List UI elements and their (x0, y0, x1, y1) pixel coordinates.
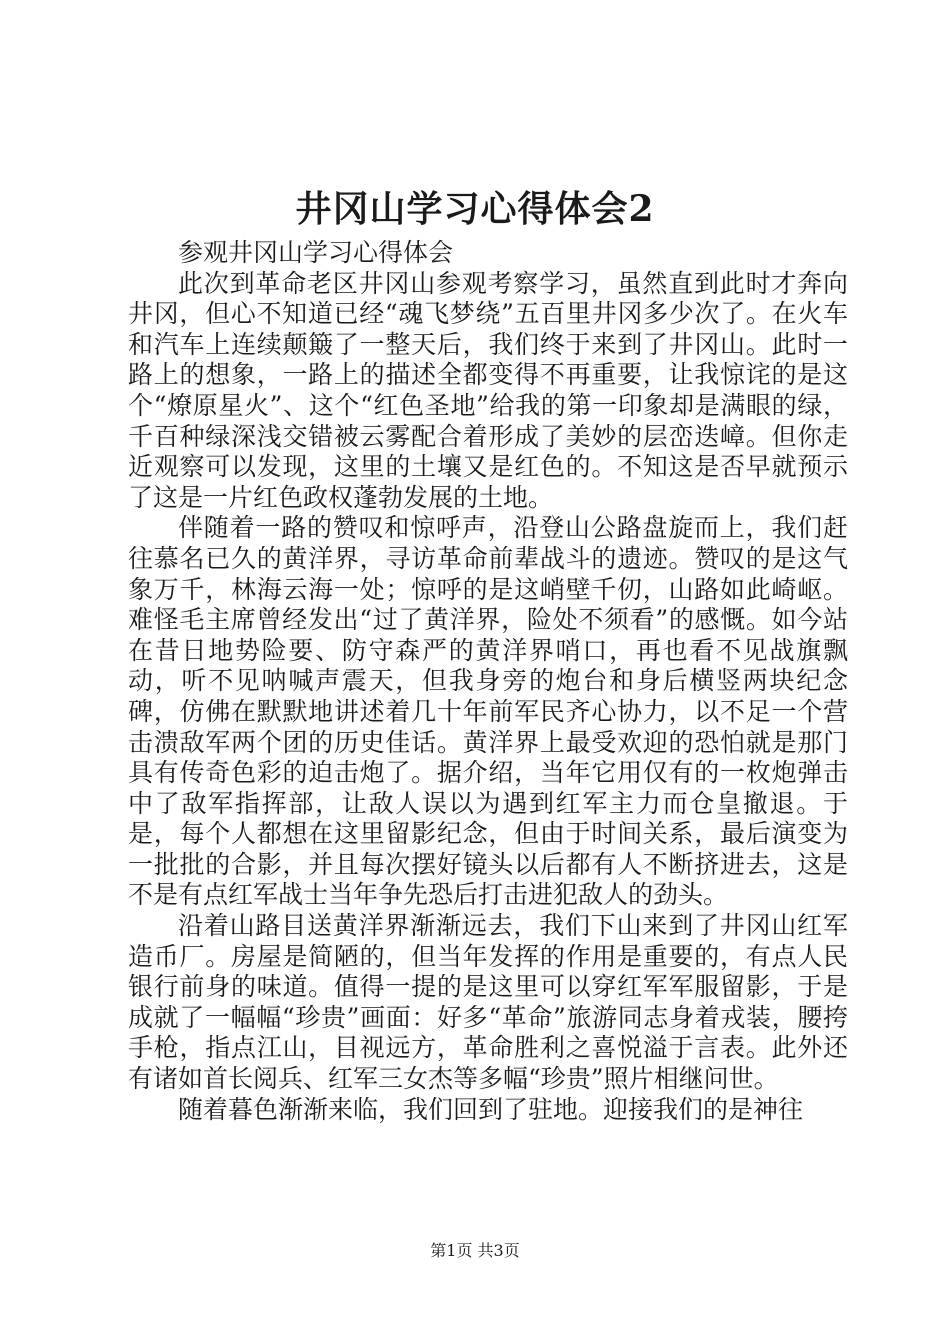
paragraph: 随着暮色渐渐来临，我们回到了驻地。迎接我们的是神往 (178, 1094, 804, 1124)
page-title: 井冈山学习心得体会2 (295, 188, 655, 230)
document-body (128, 238, 848, 1125)
page-number: 第1页 共3页 (430, 1241, 520, 1260)
paragraph: 伴随着一路的赞叹和惊呼声，沿登山公路盘旋而上，我们赶往慕名已久的黄洋界，寻访革命前辈战斗的遗迹。赞叹的是这气象万千，林海云海一处；惊呼的是这峭壁千仞，山路如此崎岖。难怪毛主席曾经发出“过了黄洋界，险处不须看”的感慨。如今站在昔日地势险要、防守森严的黄洋界哨口，再也看不见战旗飘动，听不见呐喊声震天，但我身旁的炮台和身后横竖两块纪念碑，仿佛在默默地讲述着几十年前军民齐心协力，以不足一个营击溃敌军两个团的历史佳话。黄洋界上最受欢迎的恐怕就是那门具有传奇色彩的迫击炮了。据介绍，当年它用仅有的一枚炮弹击中了敌军指挥部，让敌人误以为遇到红军主力而仓皇撤退。于是，每个人都想在这里留影纪念，但由于时间关系，最后演变为一批批的合影，并且每次摆好镜头以后都有人不断挤进去，这是不是有点红军战士当年争先恐后打击进犯敌人的劲头。 (128, 513, 848, 910)
paragraph: 沿着山路目送黄洋界渐渐远去，我们下山来到了井冈山红军造币厂。房屋是简陋的，但当年发挥的作用是重要的，有点人民银行前身的味道。值得一提的是这里可以穿红军军服留影，于是成就了一幅幅“珍贵”画面：好多“革命”旅游同志身着戎装，腰挎手枪，指点江山，目视远方，革命胜利之喜悦溢于言表。此外还有诸如首长阅兵、红军三女杰等多幅“珍贵”照片相继问世。 (128, 911, 848, 1094)
subtitle: 参观井冈山学习心得体会 (178, 238, 454, 267)
paragraph: 此次到革命老区井冈山参观考察学习，虽然直到此时才奔向井冈，但心不知道已经“魂飞梦绕”五百里井冈多少次了。在火车和汽车上连续颠簸了一整天后，我们终于来到了井冈山。此时一路上的想象，一路上的描述全都变得不再重要，让我惊诧的是这个“燎原星火”、这个“红色圣地”给我的第一印象却是满眼的绿，千百种绿深浅交错被云雾配合着形成了美妙的层峦迭嶂。但你走近观察可以发现，这里的土壤又是红色的。不知这是否早就预示了这是一片红色政权蓬勃发展的土地。 (128, 268, 848, 512)
